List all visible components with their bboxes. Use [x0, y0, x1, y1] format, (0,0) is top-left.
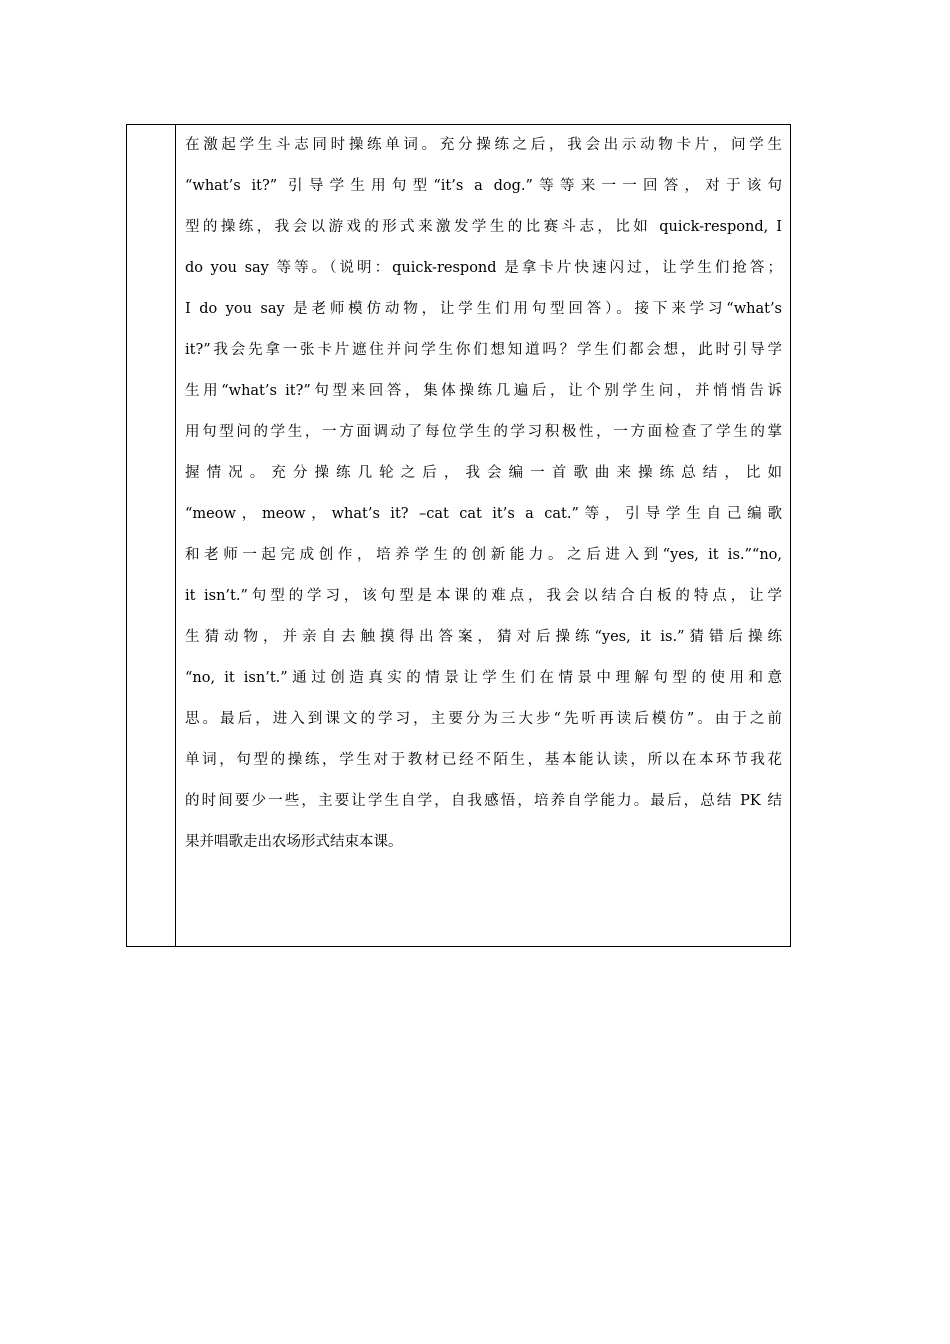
paragraph-line-5: I do you say 是老师模仿动物，让学生们用句型回答）。接下来学习“what’s [185, 301, 782, 317]
table-left-cell [127, 125, 176, 946]
paragraph-line-18: 果并唱歌走出农场形式结束本课。 [185, 834, 403, 850]
paragraph-line-12: it isn’t.”句型的学习，该句型是本课的难点，我会以结合白板的特点，让学 [185, 588, 782, 604]
paragraph-line-14: “no, it isn’t.”通过创造真实的情景让学生们在情景中理解句型的使用和意 [185, 670, 782, 686]
paragraph-line-15: 思。最后，进入到课文的学习，主要分为三大步“先听再读后模仿”。由于之前 [185, 711, 782, 727]
paragraph-line-7: 生用“what’s it?”句型来回答，集体操练几遍后，让个别学生问，并悄悄告诉 [185, 383, 782, 399]
paragraph-line-9: 握 情 况 。 充 分 操 练 几 轮 之 后 ， 我 会 编 一 首 歌 曲 来 操 练 总 结 ， 比 如 [185, 465, 782, 481]
paragraph-line-1: 在激起学生斗志同时操练单词。充分操练之后，我会出示动物卡片，问学生 [185, 137, 782, 153]
paragraph-line-10: “meow，meow，what’s it? –cat cat it’s a cat.”等，引导学生自己编歌 [185, 506, 782, 522]
paragraph-line-8: 用句型问的学生，一方面调动了每位学生的学习积极性，一方面检查了学生的掌 [185, 424, 782, 440]
paragraph-line-11: 和老师一起完成创作，培养学生的创新能力。之后进入到“yes, it is.”“no, [185, 547, 782, 563]
paragraph-line-3: 型的操练，我会以游戏的形式来激发学生的比赛斗志，比如 quick-respond, I [185, 219, 782, 235]
paragraph-line-13: 生猜动物，并亲自去触摸得出答案，猜对后操练“yes, it is.”猜错后操练 [185, 629, 782, 645]
document-table [126, 124, 791, 947]
table-content-cell [176, 125, 790, 946]
paragraph-line-4: do you say 等等。（说明：quick-respond 是拿卡片快速闪过，让学生们抢答； [185, 260, 782, 276]
paragraph-line-6: it?”我会先拿一张卡片遮住并问学生你们想知道吗？学生们都会想，此时引导学 [185, 342, 782, 358]
paragraph-line-2: “what’s it?” 引导学生用句型“it’s a dog.”等等来一一回答，对于该句 [185, 178, 782, 194]
paragraph-line-17: 的时间要少一些，主要让学生自学，自我感悟，培养自学能力。最后，总结 PK 结 [185, 793, 782, 809]
paragraph-line-16: 单词，句型的操练，学生对于教材已经不陌生，基本能认读，所以在本环节我花 [185, 752, 782, 768]
